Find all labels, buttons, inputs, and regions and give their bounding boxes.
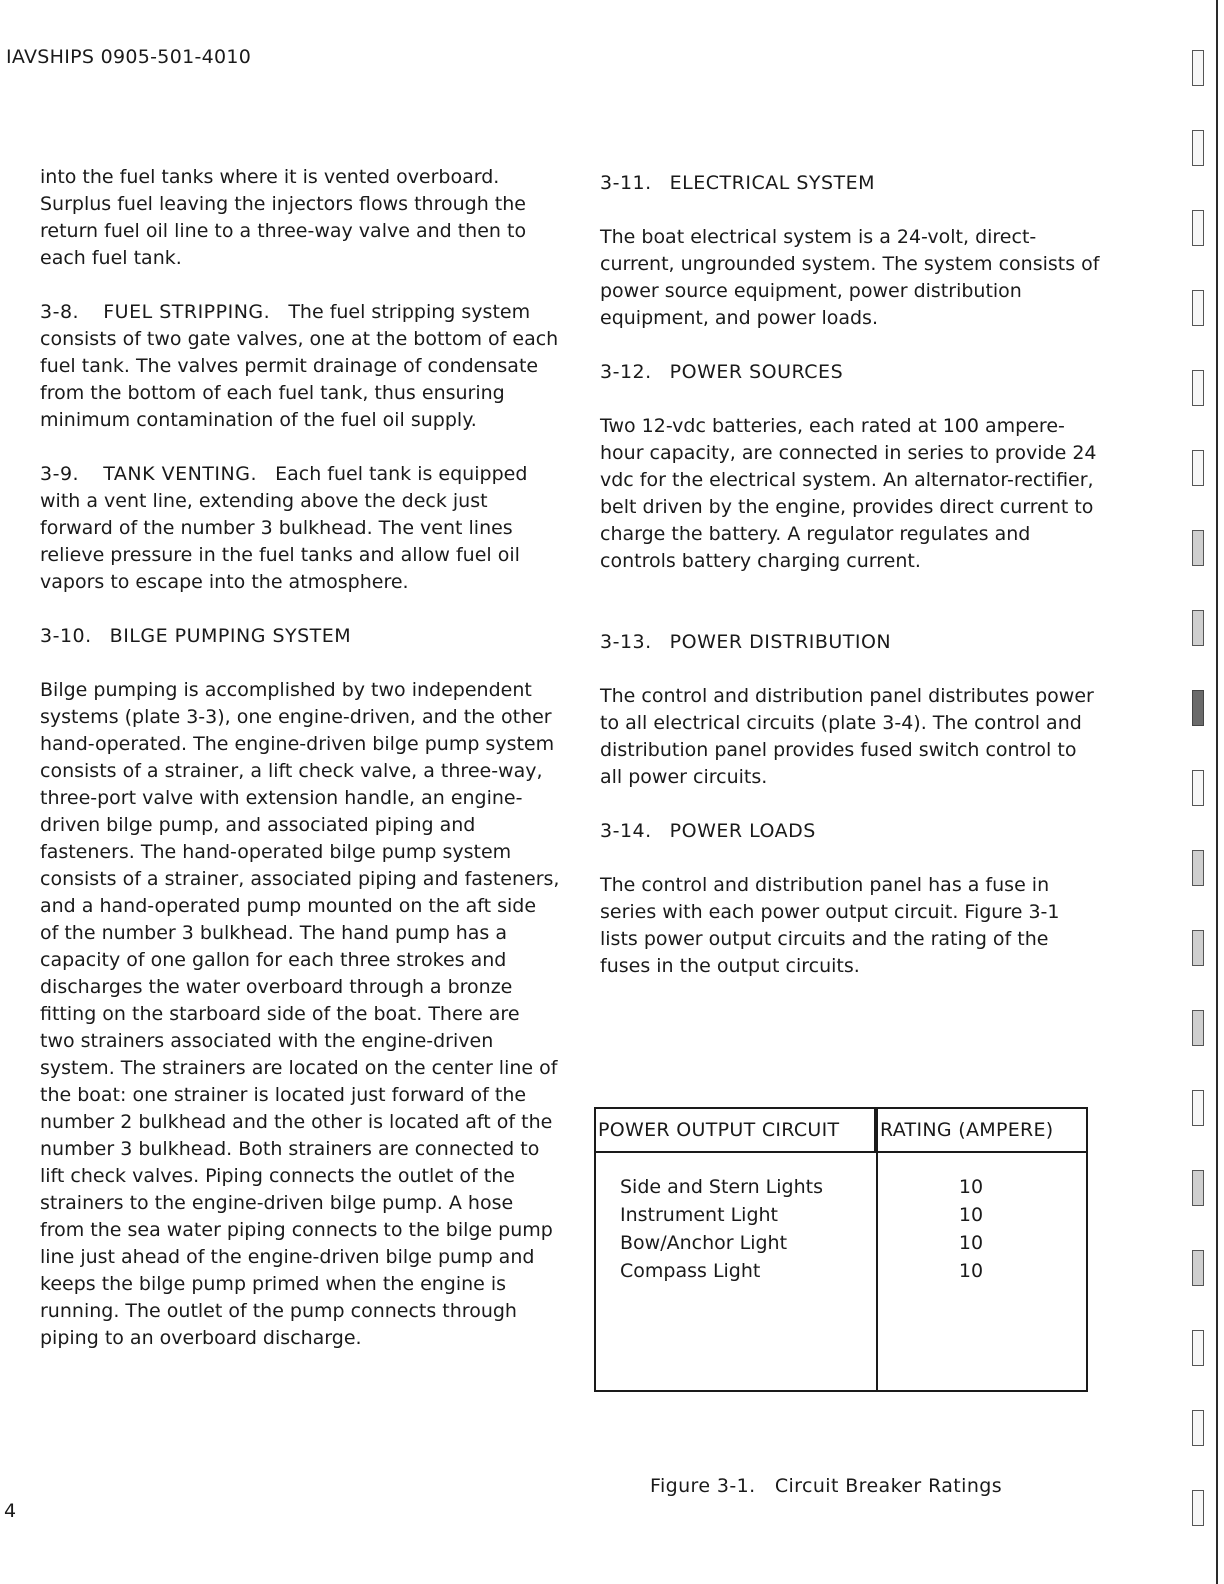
- table-row: [596, 1201, 1086, 1229]
- section-title: POWER SOURCES: [669, 361, 844, 383]
- page-number: 4: [4, 1500, 17, 1522]
- section-3-14-heading: [600, 818, 1100, 845]
- section-3-11-body: The boat electrical system is a 24-volt, direct-current, ungrounded system. The system consists of power source equipment, power distribution equipment, and power loads.: [600, 226, 1100, 329]
- section-body: The fuel stripping system consists of two gate valves, one at the bottom of each fuel tank. The valves permit drainage of condensate from the bottom of each fuel tank, thus ensuring minimum contamination of the fuel oil supply.: [40, 301, 559, 431]
- binding-hole-icon: [1192, 690, 1204, 726]
- binding-hole-icon: [1192, 1250, 1204, 1286]
- binding-hole-icon: [1192, 1410, 1204, 1446]
- section-number: 3-8.: [40, 301, 80, 323]
- section-3-13-body: The control and distribution panel distributes power to all electrical circuits (plate 3-4). The control and distribution panel provides fused switch control to all power circuits.: [600, 685, 1094, 788]
- circuit-name: Compass Light: [620, 1260, 761, 1282]
- binding-hole-icon: [1192, 1330, 1204, 1366]
- binding-hole-icon: [1192, 290, 1204, 326]
- binding-hole-icon: [1192, 210, 1204, 246]
- circuit-name: Side and Stern Lights: [620, 1176, 823, 1198]
- circuit-name: Bow/Anchor Light: [620, 1232, 788, 1254]
- section-number: 3-14.: [600, 820, 652, 842]
- right-column: [600, 170, 1100, 980]
- section-3-12-body: Two 12-vdc batteries, each rated at 100 ampere-hour capacity, are connected in series to provide 24 vdc for the electrical system. An alternator-rectifier, belt driven by the engine, provides direct current to charge the battery. A regulator regulates and controls battery charging current.: [600, 415, 1097, 572]
- section-number: 3-13.: [600, 631, 652, 653]
- section-number: 3-10.: [40, 625, 92, 647]
- section-number: 3-11.: [600, 172, 652, 194]
- binding-hole-icon: [1192, 450, 1204, 486]
- table-row: [596, 1229, 1086, 1257]
- section-title: POWER DISTRIBUTION: [669, 631, 892, 653]
- section-3-8: [40, 299, 560, 434]
- section-title: ELECTRICAL SYSTEM: [669, 172, 876, 194]
- binding-hole-icon: [1192, 1490, 1204, 1526]
- section-3-10-heading: [40, 623, 560, 650]
- section-number: 3-12.: [600, 361, 652, 383]
- circuit-rating: 10: [958, 1204, 984, 1226]
- table-header-circuit: POWER OUTPUT CIRCUIT: [596, 1109, 876, 1151]
- section-title: POWER LOADS: [669, 820, 816, 842]
- section-3-12-heading: [600, 359, 1100, 386]
- binding-hole-icon: [1192, 50, 1204, 86]
- section-3-13-heading: [600, 629, 1100, 656]
- section-3-11-heading: [600, 170, 1100, 197]
- circuit-rating: 10: [958, 1260, 984, 1282]
- binding-hole-icon: [1192, 930, 1204, 966]
- binding-hole-icon: [1192, 530, 1204, 566]
- binding-hole-icon: [1192, 130, 1204, 166]
- section-3-10-body: Bilge pumping is accomplished by two independent systems (plate 3-3), one engine-driven, and the other hand-operated. The engine-driven bilge pump system consists of a strainer, a lift check valve, a three-way, three-port valve with extension handle, an engine-driven bilge pump, and associated piping and fasteners. The hand-operated bilge pump system consists of a strainer, associated piping and fasteners, and a hand-operated pump mounted on the aft side of the number 3 bulkhead. The hand pump has a capacity of one gallon for each three strokes and discharges the water overboard through a bronze fitting on the starboard side of the boat. There are two strainers associated with the engine-driven system. The strainers are located on the center line of the boat: one strainer is located just forward of the number 2 bulkhead and the other is located aft of the number 3 bulkhead. Both strainers are connected to lift check valves. Piping connects the outlet of the strainers to the engine-driven bilge pump. A hose from the sea water piping connects to the bilge pump line just ahead of the engine-driven bilge pump and keeps the bilge pump primed when the engine is running. The outlet of the pump connects through piping to an overboard discharge.: [40, 679, 560, 1349]
- table-row: [596, 1257, 1086, 1285]
- section-title: FUEL STRIPPING.: [103, 301, 271, 323]
- binding-hole-icon: [1192, 850, 1204, 886]
- circuit-rating: 10: [958, 1232, 984, 1254]
- page-edge-line: [1216, 0, 1218, 1584]
- section-title: BILGE PUMPING SYSTEM: [109, 625, 352, 647]
- binding-hole-icon: [1192, 370, 1204, 406]
- section-3-9: [40, 461, 560, 596]
- binding-hole-icon: [1192, 770, 1204, 806]
- table-body: [596, 1173, 1086, 1285]
- left-column: [40, 164, 560, 1352]
- binding-hole-icon: [1192, 1010, 1204, 1046]
- table-header: [596, 1109, 1086, 1153]
- figure-caption: Figure 3-1. Circuit Breaker Ratings: [650, 1475, 1003, 1497]
- binding-hole-icon: [1192, 610, 1204, 646]
- continuation-paragraph: into the fuel tanks where it is vented overboard. Surplus fuel leaving the injectors flows through the return fuel oil line to a three-way valve and then to each fuel tank.: [40, 166, 527, 269]
- binding-hole-icon: [1192, 1090, 1204, 1126]
- circuit-ratings-table: [594, 1107, 1088, 1392]
- circuit-name: Instrument Light: [620, 1204, 778, 1226]
- section-body: Each fuel tank is equipped with a vent line, extending above the deck just forward of the number 3 bulkhead. The vent lines relieve pressure in the fuel tanks and allow fuel oil vapors to escape into the atmosphere.: [40, 463, 528, 593]
- circuit-rating: 10: [958, 1176, 984, 1198]
- document-number: IAVSHIPS 0905-501-4010: [6, 46, 252, 68]
- table-header-rating: RATING (AMPERE): [880, 1119, 1054, 1141]
- section-3-14-body: The control and distribution panel has a fuse in series with each power output circuit. Figure 3-1 lists power output circuits and the rating of the fuses in the output circuits.: [600, 874, 1060, 977]
- section-title: TANK VENTING.: [103, 463, 257, 485]
- binding-hole-icon: [1192, 1170, 1204, 1206]
- table-row: [596, 1173, 1086, 1201]
- section-number: 3-9.: [40, 463, 80, 485]
